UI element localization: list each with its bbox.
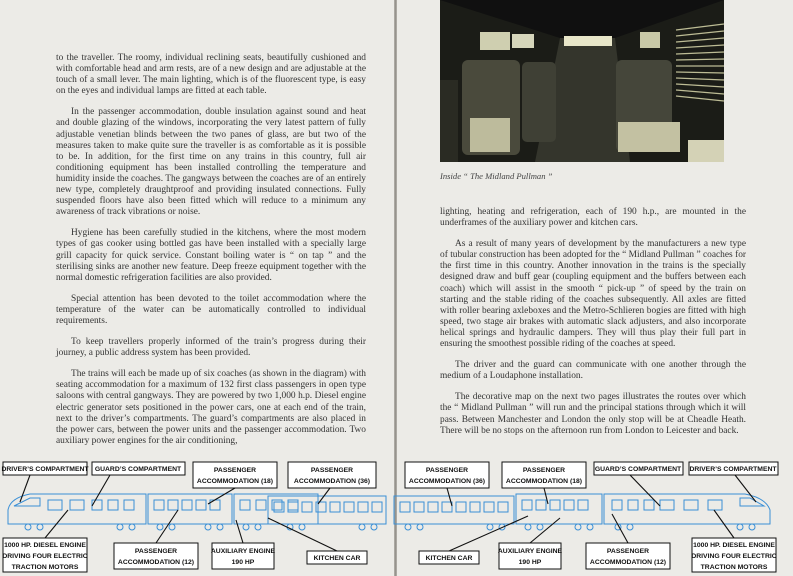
diagram-label: ACCOMMODATION (36): [408, 478, 486, 485]
interior-photo-drawing: [440, 0, 724, 162]
diagram-label: DRIVER’S COMPARTMENT: [689, 466, 777, 473]
diagram-label: KITCHEN CAR: [425, 555, 473, 562]
diagram-label: 1000 HP. DIESEL ENGINE: [693, 542, 775, 549]
diagram-label: DRIVER’S COMPARTMENT: [1, 466, 89, 473]
diagram-label: PASSENGER: [425, 467, 469, 474]
diagram-label: DRIVING FOUR ELECTRIC: [2, 553, 88, 560]
train-outline: [8, 494, 770, 524]
paragraph: To keep travellers properly informed of the train’s progress during their journey, a public address system has been provided.: [56, 337, 366, 359]
right-page-text: [440, 207, 746, 447]
diagram-label: AUXILIARY ENGINE: [210, 548, 276, 555]
paragraph: In the passenger accommodation, double insulation against sound and heat and double glazing of the windows, incorporating the very latest pattern of fully adjustable venetian blinds between the two panes of glass, are but two of the measures taken to make quite sure the traveller is as comfortable as it is possible to be. In addition, for the first time on any trains in this country, full air conditioning equipment has been installed controlling the temperature and humidity inside the coaches. The gangways between the coaches are of an entirely new type, completely draughtproof and providing insulated connections. Fully suspended floors have also been fitted which will reduce to a minimum any awareness of track vibrations or noise.: [56, 107, 366, 218]
diagram-label: DRIVING FOUR ELECTRIC: [691, 553, 777, 560]
paragraph: Special attention has been devoted to the toilet accommodation where the temperature of the water can be automatically controlled to individual requirements.: [56, 293, 366, 326]
paragraph: The decorative map on the next two pages illustrates the routes over which the “ Midland Pullman ” will run and the principal stations through which it will pass. Between Manchester and London the only stop will be at Cheadle Heath. There will be no stops on the afternoon run from London to Leicester and back.: [440, 392, 746, 436]
diagram-label: ACCOMMODATION (18): [505, 478, 583, 485]
diagram-label: TRACTION MOTORS: [11, 564, 79, 571]
diagram-label: PASSENGER: [522, 467, 566, 474]
photo-caption: Inside “ The Midland Pullman ”: [440, 171, 553, 181]
diagram-label: 190 HP: [518, 559, 542, 566]
diagram-label: ACCOMMODATION (18): [196, 478, 274, 485]
diagram-label: ACCOMMODATION (12): [589, 559, 667, 566]
paragraph: The trains will each be made up of six coaches (as shown in the diagram) with seating accommodation for a maximum of 132 first class passengers in open type saloons with central gangways. They are powered by two 1,000 h.p. Diesel engine electric generator sets positioned in the power cars, one at each end of the train, next to the driver’s compartments. The guard’s compartments are also placed in the power cars, between the power units and the passenger accommodation. Two auxiliary power engines for the air conditioning,: [56, 369, 366, 446]
diagram-label: 1000 HP. DIESEL ENGINE: [4, 542, 86, 549]
paragraph: to the traveller. The roomy, individual reclining seats, beautifully cushioned and with comfortable head and arm rests, are of a new design and are adjustable at the touch of a small lever. The main lighting, which is of the fluorescent type, is easy on the eyes and individual lamps are fitted at each table.: [56, 53, 366, 97]
interior-photo: [440, 0, 724, 162]
diagram-label: PASSENGER: [310, 467, 354, 474]
diagram-label: KITCHEN CAR: [313, 555, 361, 562]
diagram-label: AUXILIARY ENGINE: [497, 548, 563, 555]
diagram-label: ACCOMMODATION (36): [293, 478, 371, 485]
bogies: [25, 524, 755, 530]
paragraph: As a result of many years of development by the manufacturers a new type of tubular construction has been adopted for the “ Midland Pullman ” coaches for the first time in this country. Another innovation in the trains is the specially designed draw and buff gear (coupling equipment and the buffers between each coach) which will assist in the smooth “ pick-up ” of speed by the train on starting and the stable riding of the coaches subsequently. All axles are fitted with roller bearing axleboxes and the Metro-Schlieren bogies are fitted with high speed, two stage air brakes with automatic slack adjusters, and also incorporate helical springs and hydraulic dampers. They will thus play their full part in ensuring the smoothest possible riding of the coaches at speed.: [440, 239, 746, 350]
leader-lines: [20, 475, 756, 551]
diagram-label: GUARD’S COMPARTMENT: [594, 466, 682, 473]
paragraph: The driver and the guard can communicate with one another through the medium of a Loudaphone installation.: [440, 360, 746, 382]
diagram-label: TRACTION MOTORS: [700, 564, 768, 571]
diagram-label: PASSENGER: [213, 467, 257, 474]
diagram-label: 190 HP: [231, 559, 255, 566]
left-page-text: [56, 53, 366, 457]
diagram-label: PASSENGER: [134, 548, 178, 555]
paragraph: Hygiene has been carefully studied in the kitchens, where the most modern types of gas cooker using bottled gas have been installed with a specially large grill capacity for quick service. Constant boiling water is “ on tap ” and the sterilising sinks are another new feature. Deep freeze equipment together with the normal domestic refrigeration facilities are also provided.: [56, 228, 366, 283]
diagram-label: PASSENGER: [606, 548, 650, 555]
paragraph: lighting, heating and refrigeration, each of 190 h.p., are mounted in the underframes of the auxiliary power and kitchen cars.: [440, 207, 746, 229]
diagram-label: ACCOMMODATION (12): [117, 559, 195, 566]
diagram-label: GUARD’S COMPARTMENT: [94, 466, 182, 473]
train-diagram: [0, 458, 793, 576]
